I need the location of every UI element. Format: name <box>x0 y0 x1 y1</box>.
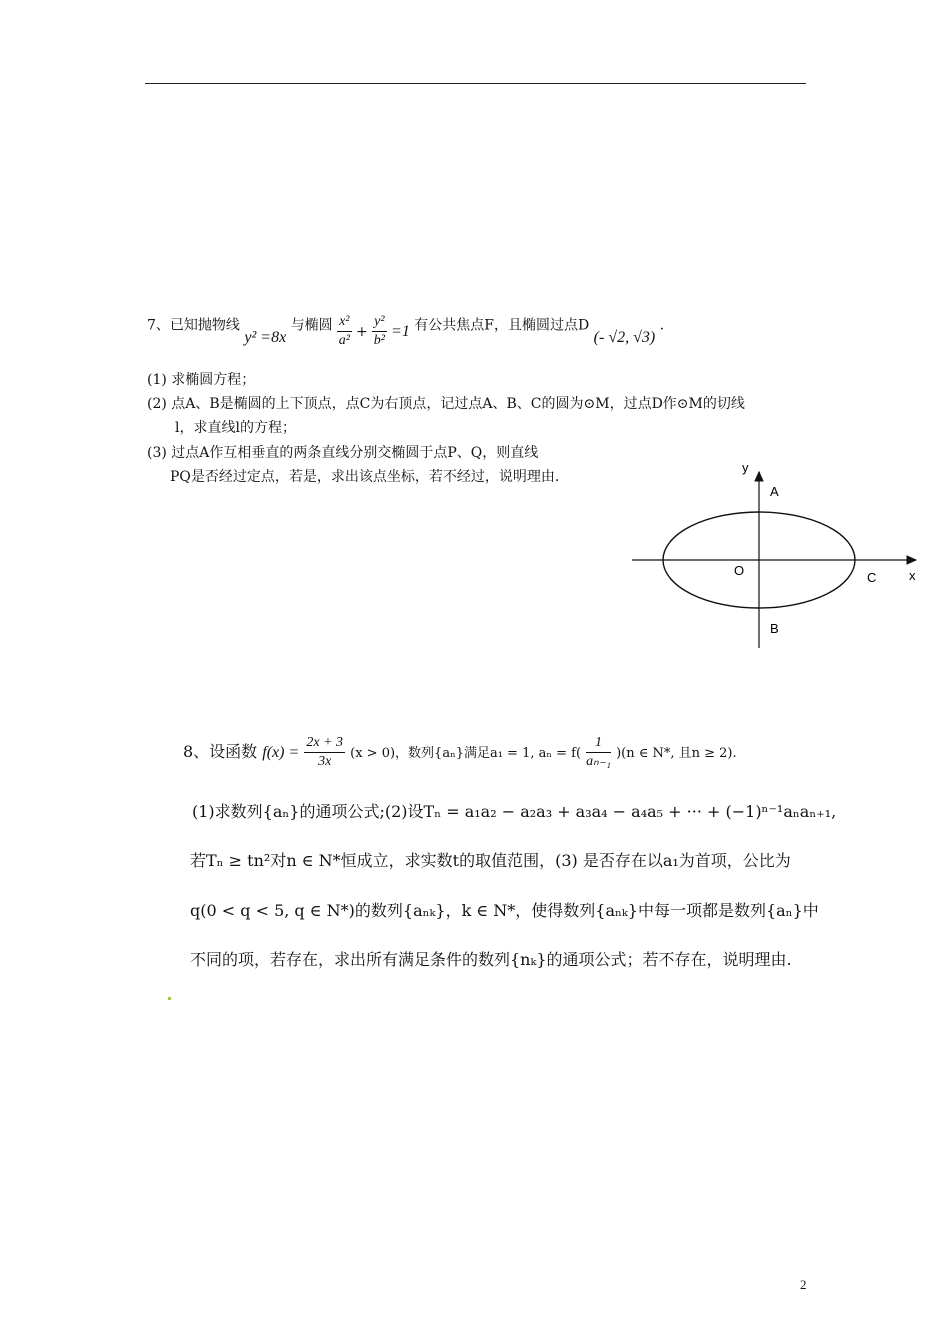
label-y: y <box>742 460 749 475</box>
frac-x-num: x² <box>337 313 351 332</box>
label-c: C <box>867 570 877 585</box>
recip-num: 1 <box>586 734 611 753</box>
q7-part3-line2: PQ是否经过定点，若是，求出该点坐标，若不经过，说明理由. <box>170 469 560 485</box>
q8-line2: (1)求数列{aₙ}的通项公式;(2)设Tₙ = a₁a₂ − a₂a₃ + a₃a₄ − a₄a₅ + ··· + (−1)ⁿ⁻¹aₙaₙ₊₁, <box>192 802 837 821</box>
q7-line1 <box>147 307 665 348</box>
recip-fraction <box>586 734 611 771</box>
frac-a-den: a² <box>338 333 350 348</box>
q8-line3: 若Tₙ ≥ tn²对n ∈ N*恒成立，求实数t的取值范围，(3) 是否存在以a₁为首项，公比为 <box>190 851 791 870</box>
q7-end: . <box>659 317 665 334</box>
frac-b-den: b² <box>373 333 385 348</box>
f-fraction <box>304 734 345 771</box>
ellipse-frac-y <box>372 313 386 350</box>
f-num: 2x + 3 <box>304 734 345 753</box>
frac-y-num: y² <box>372 313 386 332</box>
q8-condition-end: )(n ∈ N*, 且n ≥ 2). <box>616 746 737 761</box>
label-a: A <box>770 484 779 499</box>
q7-mid1: 与椭圆 <box>290 317 333 334</box>
f-den: 3x <box>318 754 332 769</box>
q8-prefix: 8、设函数 <box>183 742 258 761</box>
q7-prefix: 7、已知抛物线 <box>147 317 240 334</box>
equals-one: =1 <box>391 322 410 340</box>
q8-line5: 不同的项，若存在，求出所有满足条件的数列{nₖ}的通项公式；若不存在，说明理由. <box>190 950 792 969</box>
header-rule <box>145 83 806 84</box>
ellipse-frac-x <box>337 313 351 350</box>
label-o: O <box>734 563 745 578</box>
q7-part1: (1) 求椭圆方程； <box>147 372 256 388</box>
q7-part3-line1: (3) 过点A作互相垂直的两条直线分别交椭圆于点P、Q，则直线 <box>147 445 539 461</box>
q8-condition: (x > 0)，数列{aₙ}满足a₁ = 1, aₙ = f( <box>350 746 582 761</box>
ellipse-diagram <box>628 458 928 658</box>
q7-part2-line2: l，求直线l的方程； <box>175 420 296 436</box>
page-number: 2 <box>800 1277 807 1292</box>
q7-part2-line1: (2) 点A、B是椭圆的上下顶点，点C为右顶点，记过点A、B、C的圆为⊙M，过点D作⊙M的切线 <box>147 396 745 412</box>
recip-den: aₙ₋₁ <box>586 754 611 769</box>
function-f: f(x) = <box>262 744 300 761</box>
stray-dot <box>168 997 171 1000</box>
parabola-equation: y² =8x <box>244 328 287 346</box>
label-x: x <box>909 568 916 583</box>
q7-mid2: 有公共焦点F，且椭圆过点D <box>414 317 590 334</box>
label-b: B <box>770 621 779 636</box>
plus-sign: + <box>355 323 368 340</box>
q8-line1 <box>183 734 737 771</box>
q8-line4: q(0 < q < 5, q ∈ N*)的数列{aₙₖ}，k ∈ N*，使得数列{aₙₖ}中每一项都是数列{aₙ}中 <box>190 901 819 920</box>
point-d: (- √2, √3) <box>593 328 656 346</box>
